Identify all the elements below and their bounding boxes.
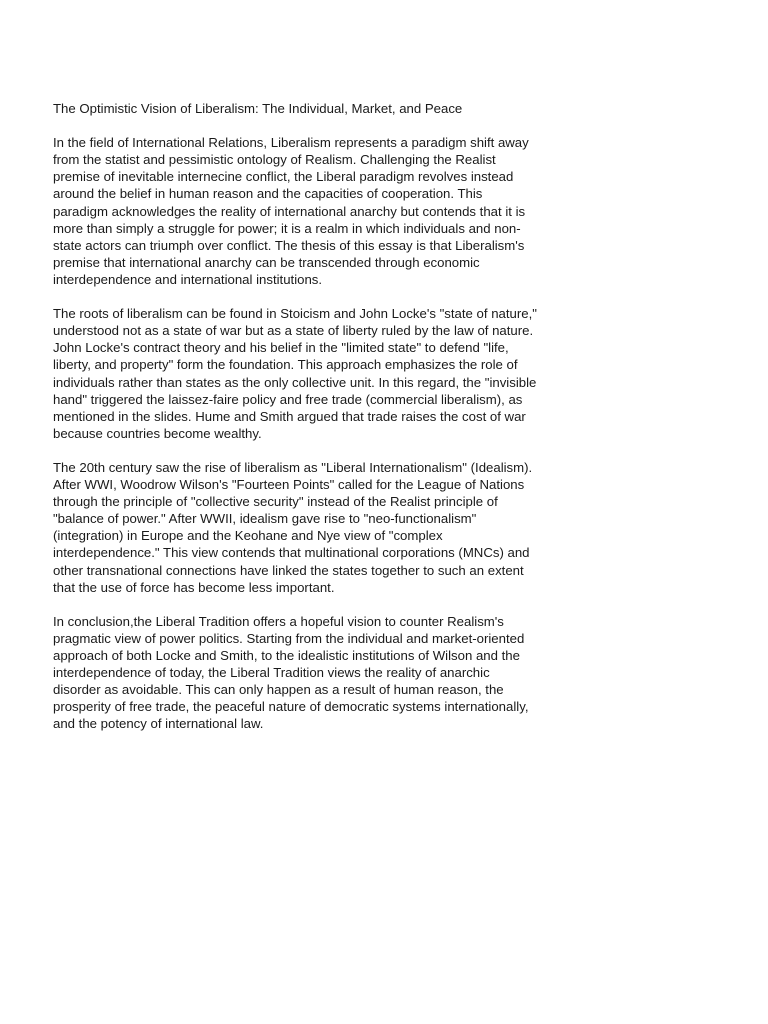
paragraph-2	[53, 305, 573, 442]
paragraph-3	[53, 459, 573, 596]
text-line: understood not as a state of war but as a state of liberty ruled by the law of nature.	[53, 323, 534, 339]
text-line: and the potency of international law.	[53, 716, 264, 732]
text-line: After WWI, Woodrow Wilson's "Fourteen Points" called for the League of Nations	[53, 477, 525, 493]
text-line: hand" triggered the laissez-faire policy and free trade (commercial liberalism), as	[53, 391, 523, 407]
text-line: other transnational connections have linked the states together to such an extent	[53, 562, 524, 578]
text-line: around the belief in human reason and the capacities of cooperation. This	[53, 186, 483, 202]
text-line: through the principle of "collective security" instead of the Realist principle of	[53, 494, 498, 510]
text-line: In conclusion,the Liberal Tradition offers a hopeful vision to counter Realism's	[53, 613, 504, 629]
paragraph-list	[53, 134, 573, 732]
text-line: "balance of power." After WWII, idealism gave rise to "neo-functionalism"	[53, 511, 477, 527]
text-line: prosperity of free trade, the peaceful nature of democratic systems internationally,	[53, 699, 529, 715]
text-line: paradigm acknowledges the reality of international anarchy but contends that it is	[53, 203, 526, 219]
text-line: In the field of International Relations, Liberalism represents a paradigm shift away	[53, 135, 529, 151]
text-line: pragmatic view of power politics. Starting from the individual and market-oriented	[53, 630, 525, 646]
text-line: interdependence of today, the Liberal Tradition views the reality of anarchic	[53, 665, 490, 681]
text-line: interdependence and international institutions.	[53, 271, 323, 287]
text-line: mentioned in the slides. Hume and Smith argued that trade raises the cost of war	[53, 408, 526, 424]
document-title: The Optimistic Vision of Liberalism: The Individual, Market, and Peace	[53, 101, 463, 116]
text-line: (integration) in Europe and the Keohane and Nye view of "complex	[53, 528, 443, 544]
text-line: John Locke's contract theory and his belief in the "limited state" to defend "life,	[53, 340, 509, 356]
text-line: approach of both Locke and Smith, to the idealistic institutions of Wilson and the	[53, 648, 520, 663]
document-body	[53, 100, 573, 750]
text-line: premise of inevitable internecine conflict, the Liberal paradigm revolves instead	[53, 169, 514, 185]
text-line: The roots of liberalism can be found in Stoicism and John Locke's "state of nature,"	[53, 306, 537, 322]
text-line: more than simply a struggle for power; it is a realm in which individuals and non-	[53, 220, 521, 236]
text-line: interdependence." This view contends that multinational corporations (MNCs) and	[53, 545, 530, 561]
text-line: The 20th century saw the rise of liberalism as "Liberal Internationalism" (Idealism).	[53, 459, 533, 475]
paragraph-4	[53, 613, 573, 733]
paragraph-1	[53, 134, 573, 288]
text-line: from the statist and pessimistic ontology of Realism. Challenging the Realist	[53, 152, 496, 168]
text-line: disorder as avoidable. This can only happen as a result of human reason, the	[53, 682, 504, 698]
text-line: liberty, and property" form the foundation. This approach emphasizes the role of	[53, 357, 518, 373]
text-line: individuals rather than states as the only collective unit. In this regard, the "invisible	[53, 374, 537, 390]
text-line: premise that international anarchy can be transcended through economic	[53, 254, 480, 270]
text-line: because countries become wealthy.	[53, 425, 262, 441]
text-line: state actors can triumph over conflict. The thesis of this essay is that Liberalism's	[53, 237, 525, 253]
text-line: that the use of force has become less important.	[53, 579, 335, 595]
